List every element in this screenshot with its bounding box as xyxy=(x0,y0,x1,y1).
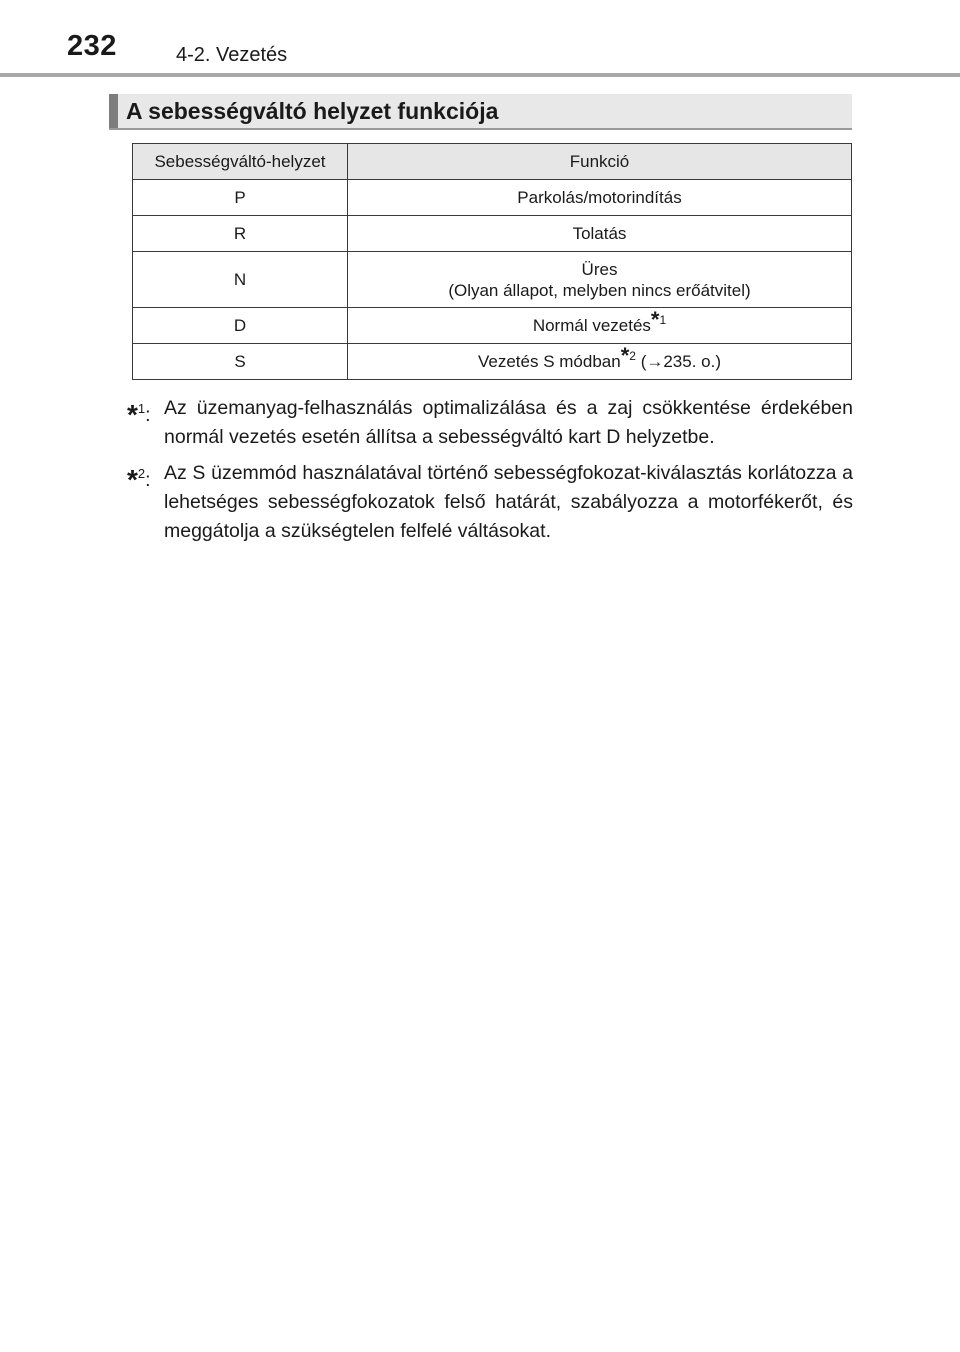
function-cell: Parkolás/motorindítás xyxy=(348,180,852,216)
footnote-star: * xyxy=(127,399,138,430)
table-row xyxy=(133,308,852,344)
footnote-separator: : xyxy=(145,469,151,491)
footnote-separator: : xyxy=(145,404,151,426)
footnote-number: 1 xyxy=(659,313,667,327)
footnote-marker xyxy=(127,459,151,495)
footnote-text: Az üzemanyag-felhasználás optimalizálása és a zaj csökkentése érdekében normál vezetés esetén állítsa a sebességváltó kart D helyzetbe. xyxy=(164,397,853,448)
footnotes xyxy=(127,394,853,553)
function-cell xyxy=(348,308,852,344)
section-heading xyxy=(109,94,852,130)
function-cell xyxy=(348,344,852,380)
footnote xyxy=(127,459,853,546)
position-cell: D xyxy=(133,308,348,344)
page-header xyxy=(0,0,960,80)
heading-underline xyxy=(109,128,852,130)
function-text: Normál vezetés xyxy=(532,316,651,335)
function-line: (Olyan állapot, melyben nincs erőátvitel) xyxy=(448,280,751,300)
position-cell: R xyxy=(133,216,348,252)
section-title: 4-2. Vezetés xyxy=(176,44,288,66)
footnote-number: 1 xyxy=(137,401,146,416)
table-row xyxy=(133,216,852,252)
table-row xyxy=(133,180,852,216)
function-line: Üres xyxy=(581,259,618,279)
function-text: Vezetés S módban xyxy=(477,352,621,371)
page-reference: (→235. o.) xyxy=(640,352,721,371)
footnote-star: * xyxy=(650,307,660,332)
footnote-marker xyxy=(127,394,151,430)
footnote-number: 2 xyxy=(137,466,146,481)
footnote-star: * xyxy=(620,343,630,368)
header-divider xyxy=(0,73,960,77)
position-cell: N xyxy=(133,252,348,308)
heading-accent-bar xyxy=(109,94,118,130)
position-cell: P xyxy=(133,180,348,216)
footnote-text: Az S üzemmód használatával történő sebességfokozat-kiválasztás korlátozza a lehetséges sebességfokozatok felső határát, szabályozza a motorfékerőt, és meggátolja a szükségtelen felfelé váltásokat. xyxy=(164,462,853,542)
table-header-row xyxy=(133,144,852,180)
function-cell: Tolatás xyxy=(348,216,852,252)
gear-function-table xyxy=(132,143,852,380)
footnote-number: 2 xyxy=(629,349,636,363)
page-number: 232 xyxy=(67,30,117,62)
column-header-function: Funkció xyxy=(348,144,852,180)
column-header-position: Sebességváltó-helyzet xyxy=(133,144,348,180)
heading-text: A sebességváltó helyzet funkciója xyxy=(126,98,499,124)
function-cell xyxy=(348,252,852,308)
footnote xyxy=(127,394,853,452)
position-cell: S xyxy=(133,344,348,380)
table-row xyxy=(133,252,852,308)
footnote-star: * xyxy=(127,464,138,495)
table-row xyxy=(133,344,852,380)
